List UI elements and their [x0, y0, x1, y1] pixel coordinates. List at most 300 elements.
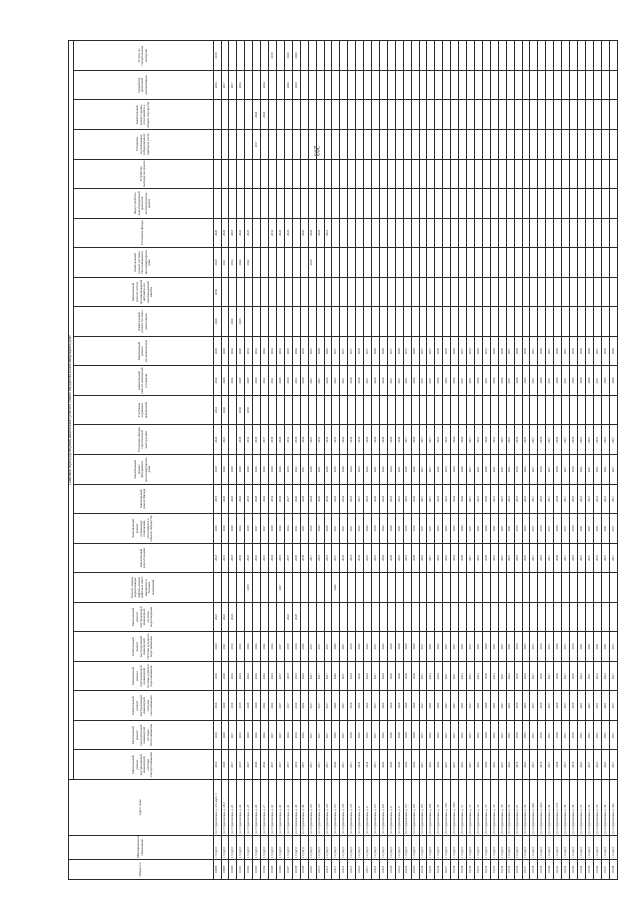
year-cell: 2024: [237, 248, 245, 278]
year-cell: [585, 70, 593, 100]
year-cell: [514, 100, 522, 130]
year-cell: 2017: [372, 661, 380, 691]
year-cell: 2027: [530, 366, 538, 396]
year-cell: [253, 189, 261, 219]
year-cell: [308, 602, 316, 632]
year-cell: 2018: [348, 543, 356, 573]
year-cell: 2017: [530, 425, 538, 455]
year-cell: [506, 307, 514, 337]
year-cell: [316, 41, 324, 71]
year-cell: 2026: [316, 514, 324, 544]
year-cell: 2037: [284, 543, 292, 573]
year-cell: [395, 395, 403, 425]
year-cell: 2037: [506, 336, 514, 366]
year-cell: 2016: [213, 691, 221, 721]
year-cell: [593, 307, 601, 337]
year-cell: 2028: [411, 366, 419, 396]
year-cell: 2017: [562, 691, 570, 721]
year-cell: [284, 129, 292, 159]
year-cell: [340, 573, 348, 603]
year-cell: [340, 277, 348, 307]
year-cell: [324, 602, 332, 632]
year-cell: [443, 602, 451, 632]
year-cell: 2037: [364, 336, 372, 366]
year-cell: [403, 41, 411, 71]
year-cell: [356, 41, 364, 71]
year-cell: [372, 129, 380, 159]
year-cell: [554, 129, 562, 159]
year-cell: [269, 277, 277, 307]
year-cell: [269, 307, 277, 337]
year-cell: 2016: [213, 750, 221, 780]
year-cell: [253, 70, 261, 100]
year-cell: [340, 129, 348, 159]
year-cell: 2017: [467, 750, 475, 780]
year-cell: 2018: [348, 661, 356, 691]
year-cell: [459, 218, 467, 248]
year-cell: [245, 129, 253, 159]
row-municipality: г. Сургут: [364, 836, 372, 860]
row-number: 10108: [292, 860, 300, 880]
year-cell: [332, 41, 340, 71]
year-cell: [482, 218, 490, 248]
year-cell: [490, 70, 498, 100]
year-cell: 2037: [276, 632, 284, 662]
table-row: [482, 41, 490, 880]
year-cell: 2019: [284, 632, 292, 662]
table-row: [324, 41, 332, 880]
year-cell: 2020: [395, 750, 403, 780]
year-cell: [379, 248, 387, 278]
year-cell: 2045: [332, 632, 340, 662]
year-cell: [554, 70, 562, 100]
year-cell: [395, 129, 403, 159]
year-cell: [506, 218, 514, 248]
row-number: 10121: [395, 860, 403, 880]
year-cell: [316, 100, 324, 130]
year-cell: [364, 395, 372, 425]
row-municipality: г. Сургут: [538, 836, 546, 860]
year-cell: [427, 602, 435, 632]
year-cell: [546, 573, 554, 603]
year-cell: 2029: [237, 366, 245, 396]
year-cell: 2037: [562, 366, 570, 396]
year-cell: [482, 248, 490, 278]
year-cell: [411, 70, 419, 100]
year-cell: [601, 277, 609, 307]
year-cell: 2029: [308, 454, 316, 484]
table-row: [593, 41, 601, 880]
year-cell: [578, 189, 586, 219]
year-cell: [459, 248, 467, 278]
year-cell: [490, 573, 498, 603]
year-cell: 2020: [221, 514, 229, 544]
year-cell: 2019: [284, 661, 292, 691]
year-cell: 2037: [364, 366, 372, 396]
year-cell: 2021: [316, 454, 324, 484]
year-cell: [229, 129, 237, 159]
year-cell: 2042: [261, 632, 269, 662]
year-cell: [570, 573, 578, 603]
year-cell: [253, 602, 261, 632]
header-work-type: Капитальный ремонт внутридомовой инженерной системы горячего водоснабжения: [73, 661, 213, 691]
year-cell: 2033: [316, 425, 324, 455]
row-municipality: г. Сургут: [340, 836, 348, 860]
year-cell: [332, 159, 340, 189]
year-cell: 2028: [245, 691, 253, 721]
year-cell: [411, 395, 419, 425]
year-cell: [387, 129, 395, 159]
year-cell: 2017: [609, 720, 617, 750]
year-cell: 2024: [237, 218, 245, 248]
year-cell: 2027: [451, 750, 459, 780]
year-cell: 2022: [300, 632, 308, 662]
year-cell: [562, 129, 570, 159]
row-number: 10143: [570, 860, 578, 880]
header-work-type: Разработка проектной документации: [73, 70, 213, 100]
year-cell: [467, 248, 475, 278]
year-cell: 2021: [578, 543, 586, 573]
year-cell: 2028: [276, 366, 284, 396]
year-cell: [316, 573, 324, 603]
year-cell: 2017: [562, 632, 570, 662]
year-cell: 2017: [530, 484, 538, 514]
table-row: [261, 41, 269, 880]
year-cell: 2028: [253, 484, 261, 514]
year-cell: 2024: [213, 425, 221, 455]
year-cell: [514, 277, 522, 307]
year-cell: 2031: [467, 366, 475, 396]
row-number: 10107: [284, 860, 292, 880]
year-cell: [443, 159, 451, 189]
year-cell: 2017: [324, 750, 332, 780]
header-work-type: Капитальный ремонт систем противопожарной автоматики и противодымной защиты: [73, 277, 213, 307]
year-cell: [459, 41, 467, 71]
year-cell: [379, 602, 387, 632]
row-municipality: г. Сургут: [578, 836, 586, 860]
row-municipality: г. Сургут: [221, 836, 229, 860]
year-cell: 2030: [300, 366, 308, 396]
row-address: ул. Студенческая, д. 14: [475, 780, 483, 836]
year-cell: [530, 41, 538, 71]
year-cell: [292, 573, 300, 603]
year-cell: 2033: [245, 484, 253, 514]
year-cell: 2022: [379, 543, 387, 573]
year-cell: [593, 248, 601, 278]
year-cell: [332, 602, 340, 632]
year-cell: [253, 573, 261, 603]
year-cell: [475, 573, 483, 603]
year-cell: [530, 100, 538, 130]
year-cell: 2020: [395, 632, 403, 662]
year-cell: 2019: [570, 691, 578, 721]
year-cell: [593, 41, 601, 71]
year-cell: 2021: [372, 543, 380, 573]
table-row: [419, 41, 427, 880]
year-cell: 2045: [253, 750, 261, 780]
year-cell: [530, 248, 538, 278]
row-address: ул. Студенческая, д. 18: [498, 780, 506, 836]
table-row: [498, 41, 506, 880]
year-cell: [490, 41, 498, 71]
year-cell: 2022: [379, 720, 387, 750]
table-row: [585, 41, 593, 880]
year-cell: 2034: [340, 484, 348, 514]
year-cell: [403, 395, 411, 425]
year-cell: 2029: [387, 691, 395, 721]
year-cell: 2020: [316, 336, 324, 366]
year-cell: [245, 277, 253, 307]
year-cell: [348, 573, 356, 603]
year-cell: [340, 159, 348, 189]
year-cell: 2031: [593, 425, 601, 455]
year-cell: 2036: [292, 336, 300, 366]
year-cell: 2017: [467, 514, 475, 544]
year-cell: 2020: [411, 661, 419, 691]
year-cell: [546, 307, 554, 337]
year-cell: [245, 41, 253, 71]
year-cell: [514, 189, 522, 219]
year-cell: 2028: [379, 425, 387, 455]
header-work-type: Капитальный ремонт крыши: [73, 543, 213, 573]
year-cell: [276, 159, 284, 189]
year-cell: 2017: [467, 720, 475, 750]
year-cell: [609, 573, 617, 603]
year-cell: 2037: [340, 720, 348, 750]
row-address: ул. Студенческая, д. 26: [253, 780, 261, 836]
year-cell: [387, 573, 395, 603]
year-cell: 2023: [356, 454, 364, 484]
year-cell: 2029: [387, 661, 395, 691]
year-cell: [379, 573, 387, 603]
year-cell: [332, 307, 340, 337]
year-cell: 2023: [237, 632, 245, 662]
year-cell: [419, 159, 427, 189]
row-address: ул. Студенческая, д. 12: [467, 780, 475, 836]
year-cell: 2021: [221, 248, 229, 278]
year-cell: [554, 573, 562, 603]
year-cell: [498, 41, 506, 71]
year-cell: [221, 307, 229, 337]
year-cell: [427, 395, 435, 425]
year-cell: 2025: [269, 454, 277, 484]
year-cell: 2017: [467, 425, 475, 455]
year-cell: 2019: [332, 454, 340, 484]
year-cell: [475, 248, 483, 278]
year-cell: 2027: [498, 425, 506, 455]
year-cell: [364, 159, 372, 189]
row-address: ул. Студенческая, д. 24/1: [530, 780, 538, 836]
year-cell: 2027: [451, 632, 459, 662]
year-cell: [546, 602, 554, 632]
year-cell: 2038: [348, 366, 356, 396]
year-cell: 2024: [451, 514, 459, 544]
year-cell: 2027: [585, 514, 593, 544]
year-cell: 2038: [514, 336, 522, 366]
table-row: [546, 41, 554, 880]
year-cell: 2019: [514, 425, 522, 455]
year-cell: 2021: [459, 632, 467, 662]
row-address: ул. Студенческая, д. 10/2: [451, 780, 459, 836]
year-cell: [372, 41, 380, 71]
year-cell: [261, 189, 269, 219]
row-number: 10129: [459, 860, 467, 880]
year-cell: 2023: [522, 661, 530, 691]
row-address: ул. Студенческая, д. 10/1: [443, 780, 451, 836]
row-number: 10139: [538, 860, 546, 880]
year-cell: [419, 70, 427, 100]
row-municipality: г. Сургут: [316, 836, 324, 860]
year-cell: 2019: [514, 720, 522, 750]
year-cell: 2026: [364, 514, 372, 544]
year-cell: 2032: [364, 750, 372, 780]
year-cell: 2017: [419, 484, 427, 514]
row-number: 10105: [269, 860, 277, 880]
year-cell: 2019: [570, 484, 578, 514]
year-cell: [364, 602, 372, 632]
year-cell: 2017: [419, 425, 427, 455]
year-cell: 2023: [443, 514, 451, 544]
year-cell: [482, 100, 490, 130]
year-cell: 2028: [475, 336, 483, 366]
year-cell: 2033: [340, 543, 348, 573]
year-cell: [261, 41, 269, 71]
year-cell: 2030: [324, 484, 332, 514]
year-cell: [554, 307, 562, 337]
row-municipality: г. Сургут: [261, 836, 269, 860]
year-cell: 2022: [435, 750, 443, 780]
year-cell: 2017: [609, 632, 617, 662]
year-cell: 2016: [411, 514, 419, 544]
year-cell: 2019: [403, 543, 411, 573]
year-cell: 2020: [221, 484, 229, 514]
year-cell: 2028: [387, 514, 395, 544]
year-cell: 2032: [269, 484, 277, 514]
table-row: [490, 41, 498, 880]
year-cell: 2028: [411, 336, 419, 366]
year-cell: [308, 159, 316, 189]
year-cell: [459, 189, 467, 219]
year-cell: 2023: [269, 661, 277, 691]
year-cell: 2028: [554, 661, 562, 691]
row-number: 10106: [276, 860, 284, 880]
year-cell: [459, 159, 467, 189]
year-cell: 2020: [482, 484, 490, 514]
year-cell: 2021: [506, 661, 514, 691]
year-cell: [316, 159, 324, 189]
year-cell: [522, 218, 530, 248]
row-address: ул. Студенческая, д. 6: [356, 780, 364, 836]
year-cell: [221, 41, 229, 71]
year-cell: 2028: [245, 454, 253, 484]
year-cell: [332, 277, 340, 307]
year-cell: [482, 41, 490, 71]
year-cell: 2037: [340, 514, 348, 544]
year-cell: 2017: [316, 632, 324, 662]
year-cell: [578, 100, 586, 130]
year-cell: 2021: [475, 720, 483, 750]
year-cell: 2020: [411, 691, 419, 721]
year-cell: [585, 307, 593, 337]
year-cell: 2014: [229, 248, 237, 278]
row-municipality: г. Сургут: [554, 836, 562, 860]
year-cell: [324, 248, 332, 278]
year-cell: 2020: [403, 632, 411, 662]
year-cell: [261, 573, 269, 603]
year-cell: [276, 41, 284, 71]
year-cell: 2037: [427, 336, 435, 366]
year-cell: [609, 602, 617, 632]
year-cell: 2021: [506, 750, 514, 780]
year-cell: 2017: [308, 632, 316, 662]
row-municipality: г. Сургут: [475, 836, 483, 860]
table-row: [356, 41, 364, 880]
year-cell: [435, 277, 443, 307]
year-cell: [506, 395, 514, 425]
row-address: ул. Студенческая, д. 25: [245, 780, 253, 836]
year-cell: 2024: [316, 218, 324, 248]
row-address: ул. Студенческая, д. 16: [490, 780, 498, 836]
year-cell: 2031: [482, 336, 490, 366]
year-cell: 2030: [276, 484, 284, 514]
year-cell: 2037: [395, 366, 403, 396]
table-row: [300, 41, 308, 880]
year-cell: 2030: [245, 395, 253, 425]
row-address: ул. Студенческая, д. 4/3: [324, 780, 332, 836]
year-cell: [585, 129, 593, 159]
year-cell: 2020: [292, 41, 300, 71]
year-cell: 2020: [403, 750, 411, 780]
year-cell: [356, 307, 364, 337]
year-cell: [467, 129, 475, 159]
year-cell: [245, 189, 253, 219]
year-cell: [269, 70, 277, 100]
year-cell: [435, 307, 443, 337]
row-municipality: г. Сургут: [506, 836, 514, 860]
year-cell: 2019: [514, 750, 522, 780]
year-cell: 2022: [340, 425, 348, 455]
year-cell: [435, 573, 443, 603]
year-cell: [237, 159, 245, 189]
year-cell: [578, 602, 586, 632]
year-cell: 2020: [395, 661, 403, 691]
year-cell: [562, 307, 570, 337]
year-cell: 2016: [308, 514, 316, 544]
year-cell: [498, 573, 506, 603]
row-number: 10147: [601, 860, 609, 880]
year-cell: 2022: [245, 661, 253, 691]
year-cell: 2016: [292, 691, 300, 721]
year-cell: [403, 70, 411, 100]
year-cell: 2021: [308, 425, 316, 455]
year-cell: 2019: [403, 484, 411, 514]
year-cell: 2019: [269, 41, 277, 71]
year-cell: 2021: [475, 484, 483, 514]
year-cell: [554, 159, 562, 189]
year-cell: [364, 129, 372, 159]
year-cell: [411, 100, 419, 130]
year-cell: 2017: [308, 691, 316, 721]
year-cell: 2021: [427, 691, 435, 721]
year-cell: 2016: [229, 691, 237, 721]
year-cell: [300, 573, 308, 603]
year-cell: [253, 218, 261, 248]
year-cell: 2021: [490, 750, 498, 780]
year-cell: 2026: [284, 41, 292, 71]
year-cell: [482, 189, 490, 219]
year-cell: [237, 41, 245, 71]
header-work-type: Установка коллективных (общедомовых) приборов учета: [73, 129, 213, 159]
